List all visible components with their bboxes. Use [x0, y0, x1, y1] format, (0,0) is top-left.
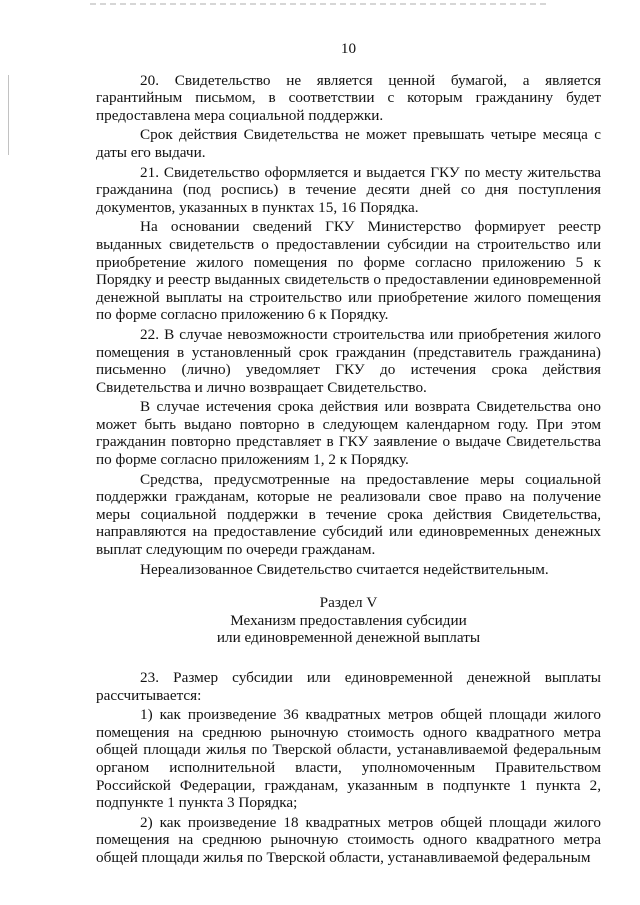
document-page — [96, 40, 601, 869]
section-title-line2: или единовременной денежной выплаты — [216, 629, 481, 647]
paragraph-invalid: Нереализованное Свидетельство считается недействительным. — [140, 560, 549, 578]
paragraph-23-1: 1) как произведение 36 квадратных метров общей площади жилого помещения на среднюю рыночную стоимость одного квадратного метра общей площади жилья по Тверской области, устанавливаемой федеральным органом исполнительной власти, уполномоченным Правительством Российской Федерации, гражданам, указанным в подпункте 1 пункта 2, подпункте 1 пункта 3 Порядка; — [96, 706, 601, 812]
paragraph-reissue: В случае истечения срока действия или возврата Свидетельства оно может быть выдано повторно в следующем календарном году. При этом гражданин повторно представляет в ГКУ заявление о выдаче Свидетельства по форме согласно приложениям 1, 2 к Порядку. — [96, 398, 601, 469]
paragraph-term: Срок действия Свидетельства не может превышать четыре месяца с даты его выдачи. — [96, 126, 601, 161]
paragraph-20: 20. Свидетельство не является ценной бумагой, а является гарантийным письмом, в соответствии с которым гражданину будет предоставлена мера социальной поддержки. — [96, 71, 601, 124]
paragraph-funds: Средства, предусмотренные на предоставление меры социальной поддержки гражданам, которые не реализовали свое право на получение меры социальной поддержки в течение срока действия Свидетельства, направляются на предоставление субсидий или единовременных денежных выплат следующим по очереди гражданам. — [96, 470, 601, 559]
paragraph-23: 23. Размер субсидии или единовременной денежной выплаты рассчитывается: — [96, 669, 601, 704]
paragraph-23-2: 2) как произведение 18 квадратных метров общей площади жилого помещения на среднюю рыночную стоимость одного квадратного метра общей площади жилья по Тверской области, устанавливаемой федеральным — [96, 813, 601, 866]
paragraph-registry: На основании сведений ГКУ Министерство формирует реестр выданных свидетельств о предоставлении субсидии на строительство или приобретение жилого помещения по форме согласно приложению 5 к Порядку и реестр выданных свидетельств о предоставлении единовременной денежной выплаты на строительство или приобретение жилого помещения по форме согласно приложению 6 к Порядку. — [96, 218, 601, 324]
paragraph-22: 22. В случае невозможности строительства или приобретения жилого помещения в установленный срок гражданин (представитель гражданина) письменно (лично) уведомляет ГКУ до истечения срока действия Свидетельства и лично возвращает Свидетельство. — [96, 325, 601, 396]
section-heading — [96, 594, 601, 647]
scan-artifact-margin — [8, 75, 9, 155]
section-title-line1: Механизм предоставления субсидии — [230, 611, 467, 629]
scan-artifact-top — [90, 3, 550, 5]
section-number: Раздел V — [319, 594, 378, 612]
page-number: 10 — [340, 40, 357, 57]
paragraph-21: 21. Свидетельство оформляется и выдается ГКУ по месту жительства гражданина (под роспись) в течение десяти дней со дня поступления документов, указанных в пунктах 15, 16 Порядка. — [96, 163, 601, 216]
